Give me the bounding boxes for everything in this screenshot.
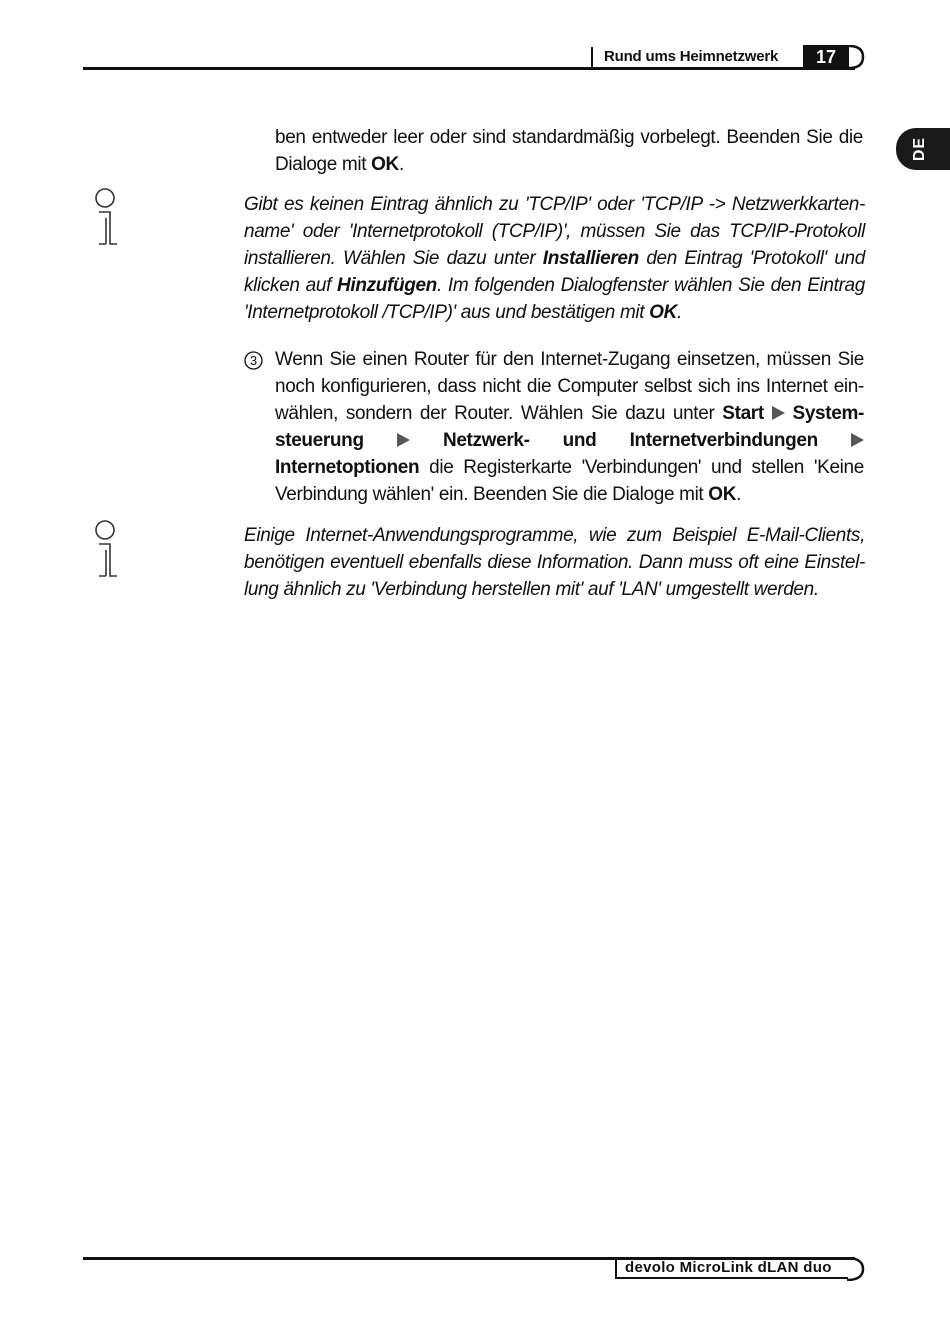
language-tab-label: DE xyxy=(910,136,928,162)
svg-text:3: 3 xyxy=(249,353,258,368)
step-number-circle xyxy=(244,351,263,370)
systemsteuerung-keyword: System-steuerung xyxy=(275,403,864,451)
header-separator xyxy=(591,47,593,69)
footer-underline xyxy=(615,1277,848,1279)
ok-keyword: OK xyxy=(708,484,737,505)
info-icon xyxy=(90,188,126,248)
info-note-tcpip: Gibt es keinen Eintrag ähnlich zu 'TCP/IP' oder 'TCP/IP -> Netzwerkkarten-name' oder 'Internetprotokoll (TCP/IP)', müssen Sie das TCP/IP-Protokoll installieren. Wählen Sie dazu unter Installieren den Eintrag 'Protokoll' und klicken auf Hinzufügen. Im folgenden Dialogfenster wählen Sie den Eintrag 'Internetprotokoll /TCP/IP)' aus und bestätigen mit OK. xyxy=(244,194,865,323)
info-note-lan: Einige Internet-Anwendungsprogramme, wie zum Beispiel E-Mail-Clients, benötigen eventuell ebenfalls diese Information. Dann muss oft eine Einstel-lung ähnlich zu 'Verbindung herstellen mit' auf 'LAN' umgestellt werden. xyxy=(244,525,865,600)
ok-keyword: OK xyxy=(649,302,677,323)
footer-product-name: devolo MicroLink dLAN duo xyxy=(625,1259,832,1276)
installieren-keyword: Installieren xyxy=(542,248,639,269)
footer-separator xyxy=(615,1259,617,1279)
page-number: 17 xyxy=(803,45,849,69)
internetoptionen-keyword: Internetoptionen xyxy=(275,457,420,478)
netzwerkverbindungen-keyword: Netzwerk- und Internetverbindungen xyxy=(442,430,818,451)
paragraph-continuation: ben entweder leer oder sind standardmäßig vorbelegt. Beenden Sie die Dialoge mit OK. xyxy=(275,127,863,175)
info-icon xyxy=(90,520,126,580)
hinzufuegen-keyword: Hinzufügen xyxy=(337,275,437,296)
footer-end-cap xyxy=(845,1257,865,1281)
header-rule xyxy=(83,67,855,70)
step-3-paragraph: Wenn Sie einen Router für den Internet-Zugang einsetzen, müssen Sie noch konfigurieren, dass nicht die Computer selbst sich ins Internet ein-wählen, sondern der Router. Wählen Sie dazu unter Start System-steuerung Netzwerk- und Internetverbindungen Internetoptionen die Registerkarte 'Verbindungen' und stellen 'Keine Verbindung wählen' ein. Beenden Sie die Dialoge mit OK. xyxy=(275,349,864,505)
start-keyword: Start xyxy=(722,403,764,424)
menu-arrow-icon xyxy=(851,433,864,447)
header-section-title: Rund ums Heimnetzwerk xyxy=(604,48,779,65)
header-end-cap xyxy=(847,45,865,69)
menu-arrow-icon xyxy=(772,406,785,420)
ok-keyword: OK xyxy=(371,154,399,175)
menu-arrow-icon xyxy=(397,433,410,447)
